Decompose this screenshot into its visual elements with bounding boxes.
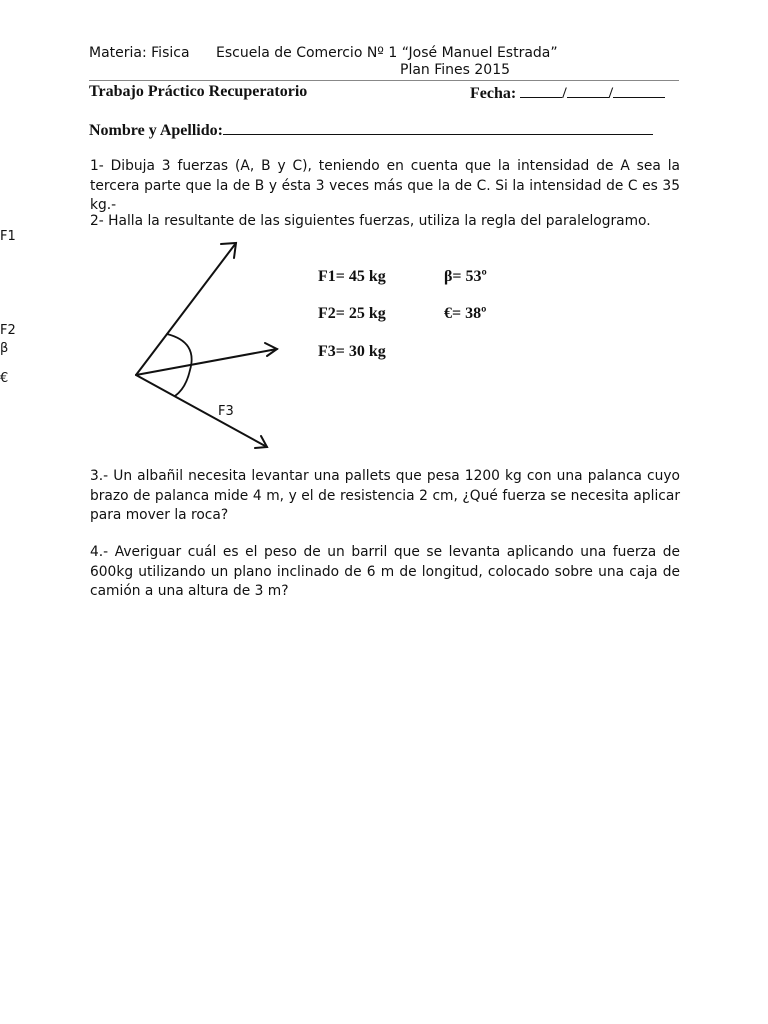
question-3: 3.- Un albañil necesita levantar una pallets que pesa 1200 kg con una palanca cuyo brazo de palanca mide 4 m, y el de resistencia 2 cm, ¿Qué fuerza se necesita aplicar para mover la roca? [90,468,680,523]
question-2: 2- Halla la resultante de las siguientes fuerzas, utiliza la regla del paralelogramo. [90,213,651,229]
date-field[interactable] [470,83,665,103]
f3-vector [136,375,267,447]
f2-vector [136,349,277,375]
date-label: Fecha: [470,85,517,102]
value-f2: F2= 25 kg [318,305,386,322]
date-day-blank [520,83,562,98]
date-separator: / [608,85,614,102]
margin-label-beta: β [0,341,9,356]
date-year-blank [613,83,665,98]
margin-label-f1: F1 [0,229,16,244]
header-rule [89,80,679,81]
name-field[interactable] [89,120,653,140]
f1-vector [136,243,236,375]
document-title: Trabajo Práctico Recuperatorio [89,83,308,100]
force-diagram [120,230,300,460]
school-name: Escuela de Comercio Nº 1 “José Manuel Estrada” [216,45,558,61]
value-f1: F1= 45 kg [318,268,386,285]
name-blank [223,120,653,135]
subject-label: Materia: Fisica [89,45,190,61]
value-euro: €= 38º [444,305,487,322]
margin-label-euro: € [0,371,9,386]
plan-label: Plan Fines 2015 [400,62,511,78]
date-month-blank [567,83,609,98]
date-separator: / [562,85,567,102]
name-label: Nombre y Apellido: [89,122,223,139]
f3-label: F3 [218,404,234,419]
value-f3: F3= 30 kg [318,343,386,360]
question-4: 4.- Averiguar cuál es el peso de un barril que se levanta aplicando una fuerza de 600kg utilizando un plano inclinado de 6 m de longitud, colocado sobre una caja de camión a una altura de 3 m? [90,544,680,599]
question-1: 1- Dibuja 3 fuerzas (A, B y C), teniendo en cuenta que la intensidad de A sea la tercera parte que la de B y ésta 3 veces más que la de C. Si la intensidad de C es 35 kg.- [90,158,680,213]
margin-label-f2: F2 [0,323,16,338]
value-beta: β= 53º [444,268,487,285]
